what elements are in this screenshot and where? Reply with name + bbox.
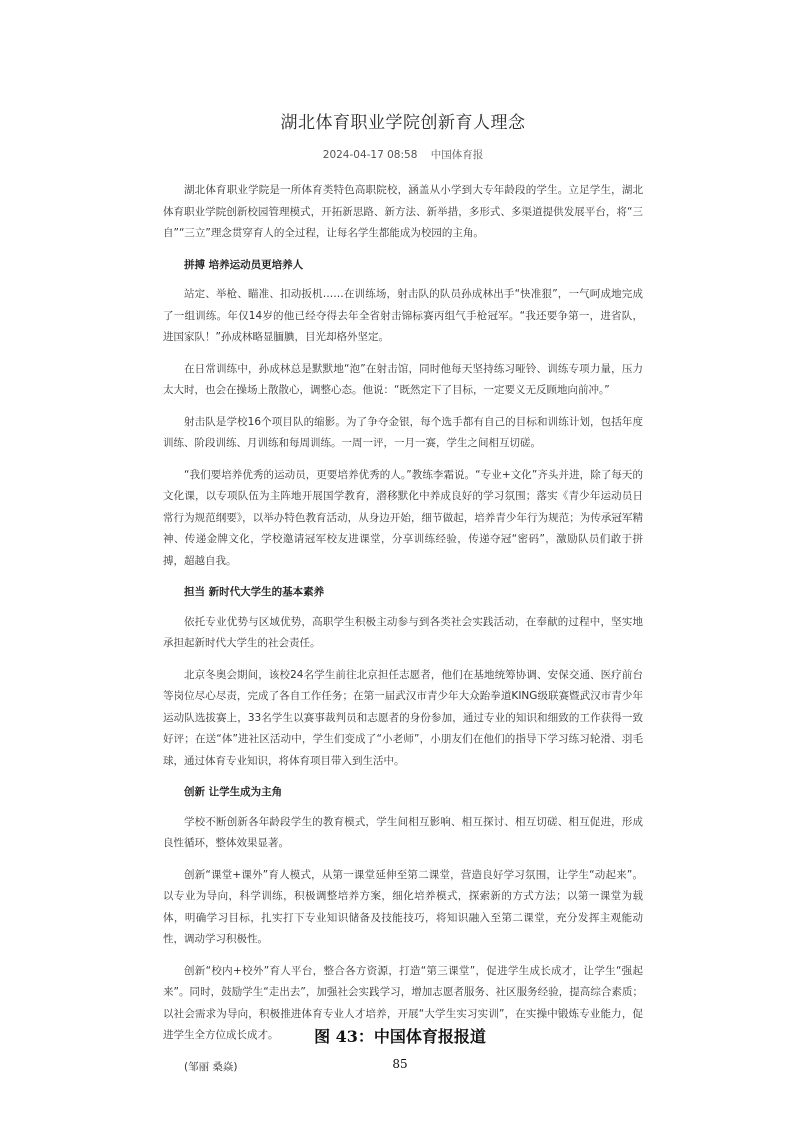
article-title: 湖北体育职业学院创新育人理念 [280, 113, 526, 133]
figure-caption: 图 43：中国体育报报道 [314, 1027, 486, 1046]
section-heading: 担当 新时代大学生的基本素养 [184, 586, 325, 598]
paragraph: 创新“课堂+课外”育人模式，从第一课堂延伸至第二课堂，营造良好学习氛围，让学生“动起来”。以专业为导向，科学训练，积极调整培养方案，细化培养模式，探索新的方式方法；以第一课堂为载体，明确学习目标，扎实打下专业知识储备及技能技巧，将知识融入至第二课堂，充分发挥主观能动性，调动学习积极性。 [163, 868, 643, 945]
section-heading: 拼搏 培养运动员更培养人 [184, 258, 304, 271]
byline: (邹丽 桑焱) [184, 1060, 238, 1073]
page-number: 85 [392, 1057, 408, 1071]
paragraph: 射击队是学校16个项目队的缩影。为了争夺金银，每个选手都有自己的目标和训练计划，包括年度训练、阶段训练、月训练和每周训练。一周一评，一月一赛，学生之间相互切磋。 [163, 415, 643, 449]
news-article [163, 100, 643, 1088]
paragraph: 依托专业优势与区域优势，高职学生积极主动参与到各类社会实践活动，在奉献的过程中，坚实地承担起新时代大学生的社会责任。 [163, 615, 643, 649]
section-heading: 创新 让学生成为主角 [184, 786, 283, 798]
paragraph: 站定、举枪、瞄准、扣动扳机……在训练场，射击队的队员孙成林出手“快准狠”，一气呵成地完成了一组训练。年仅14岁的他已经夺得去年全省射击锦标赛丙组气手枪冠军。“我还要争第一，进省队，进国家队！”孙成林略显腼腆，目光却格外坚定。 [163, 288, 643, 343]
paragraph: 在日常训练中，孙成林总是默默地“泡”在射击馆，同时他每天坚持练习哑铃、训练专项力量，压力太大时，也会在操场上散散心，调整心态。他说：“既然定下了目标，一定要义无反顾地向前冲。” [163, 362, 643, 396]
paragraph: 北京冬奥会期间，该校24名学生前往北京担任志愿者，他们在基地统筹协调、安保交通、医疗前台等岗位尽心尽责，完成了各自工作任务；在第一届武汉市青少年大众跆拳道KING级联赛暨武汉市青少年运动队选拔赛上，33名学生以赛事裁判员和志愿者的身份参加，通过专业的知识和细致的工作获得一致好评；在送“体”进社区活动中，学生们变成了“小老师”，小朋友们在他们的指导下学习练习轮滑、羽毛球，通过体育专业知识，将体育项目带入到生活中。 [163, 668, 643, 767]
article-date: 2024-04-17 08:58 [322, 149, 418, 161]
intro-paragraph: 湖北体育职业学院是一所体育类特色高职院校，涵盖从小学到大专年龄段的学生。立足学生，湖北体育职业学院创新校园管理模式，开拓新思路、新方法、新举措，多形式、多渠道提供发展平台，将“三自”“三立”理念贯穿育人的全过程，让每名学生都能成为校园的主角。 [163, 184, 643, 239]
article-source: 中国体育报 [430, 149, 484, 161]
paragraph: 学校不断创新各年龄段学生的教育模式，学生间相互影响、相互探讨、相互切磋、相互促进，形成良性循环，整体效果显著。 [163, 815, 643, 849]
paragraph: 创新“校内+校外”育人平台，整合各方资源，打造“第三课堂”，促进学生成长成才，让学生“强起来”。同时，鼓励学生“走出去”，加强社会实践学习，增加志愿者服务、社区服务经验，提高综合素质；以社会需求为导向，积极推进体育专业人才培养，开展“大学生实习实训”，在实操中锻炼专业能力，促进学生全方位成长成才。 [163, 964, 643, 1041]
paragraph: “我们要培养优秀的运动员，更要培养优秀的人。”教练李霜说。“专业+文化”齐头并进，除了每天的文化课，以专项队伍为主阵地开展国学教育，潜移默化中养成良好的学习氛围；落实《青少年运动员日常行为规范纲要》，以举办特色教育活动，从身边开始，细节做起，培养青少年行为规范；为传承冠军精神、传递金牌文化，学校邀请冠军校友进课堂，分享训练经验，传递夺冠“密码”，激励队员们敢于拼搏，超越自我。 [163, 468, 643, 567]
article-meta [163, 147, 643, 162]
